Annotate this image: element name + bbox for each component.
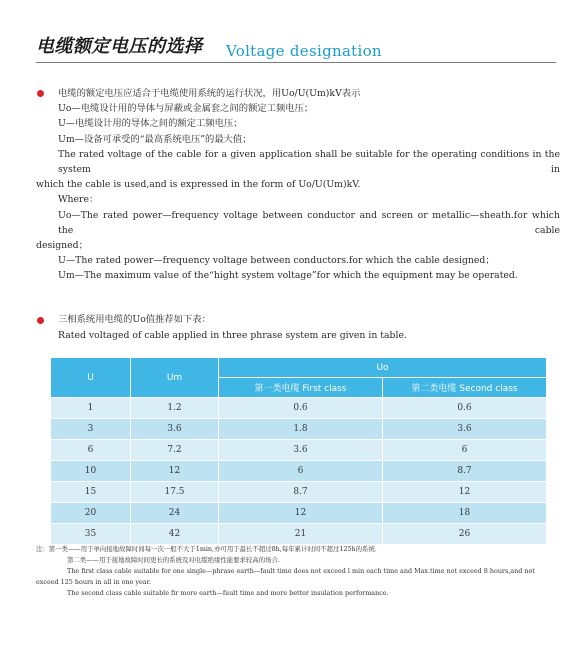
table-heading-en: Rated voltaged of cable applied in three phrase system are given in table. [58,330,407,341]
note-line: 注：第一类——用于单向接地故障时间每一次一般不大于1min,亦可用于最长不超过8h,每年累计时间不超过125h的系统. [36,545,377,553]
note-line: The first class cable suitable for one single—phrase earth—fault time does not exceed l min each time and Max.time not exceed 8 hours,and not [67,567,535,575]
text-line: U—电缆设计用的导体之间的额定工频电压； [58,118,243,130]
cell-u: 15 [51,482,131,503]
table-row [51,419,547,440]
text-line: Uo—The rated power—frequency voltage between conductor and screen or metallic—sheath.for which the cable [58,209,560,236]
title-chinese: 电缆额定电压的选择 [36,36,203,57]
cell-uo-second: 3.6 [383,419,547,440]
header-rule [36,62,556,63]
cell-uo-first: 1.8 [219,419,383,440]
header-u: U [51,358,131,398]
table-row [51,482,547,503]
text-line: Where： [58,194,99,206]
section-table-intro [36,312,560,344]
text-line: 电缆的额定电压应适合于电缆使用系统的运行状况，用Uo/U(Um)kV表示 [58,88,361,99]
cell-um: 24 [131,503,219,524]
cell-uo-second: 0.6 [383,398,547,419]
cell-uo-second: 6 [383,440,547,461]
cell-uo-first: 21 [219,524,383,545]
table-row [51,503,547,524]
text-line: The rated voltage of the cable for a given application shall be suitable for the operating conditions in the system in [58,148,560,176]
table-row [51,398,547,419]
title-english: Voltage designation [226,42,382,60]
cell-uo-second: 26 [383,524,547,545]
cell-um: 1.2 [131,398,219,419]
cell-uo-first: 8.7 [219,482,383,503]
cell-u: 10 [51,461,131,482]
section-voltage-definition [36,86,560,284]
header-uo: Uo [219,358,547,378]
cell-um: 3.6 [131,419,219,440]
header-second-class: 第二类电缆 Second class [383,378,547,398]
note-line: exceed 125 hours in all in one year. [36,578,151,586]
text-line: U—The rated power—frequency voltage between conductors.for which the cable designed； [58,255,495,267]
cell-uo-second: 8.7 [383,461,547,482]
table-heading-cn: 三相系统用电缆的Uo值推荐如下表： [58,314,211,325]
cell-uo-first: 0.6 [219,398,383,419]
cell-uo-second: 18 [383,503,547,524]
cell-um: 17.5 [131,482,219,503]
table-row [51,440,547,461]
note-line: The second class cable suitable fir more earth—fault time and more better insulation performance. [67,589,389,597]
text-line: Um—The maximum value of the“hight system voltage”for which the equipment may be operated. [58,270,518,282]
note-line: 第二类——用于接地故障时间更长的系统及对电缆绝缘性能要求较高的场合. [67,556,280,564]
header-um: Um [131,358,219,398]
cell-u: 1 [51,398,131,419]
header-first-class: 第一类电缆 First class [219,378,383,398]
text-line: Um—设备可承受的“最高系统电压”的最大值； [58,133,252,145]
cell-u: 35 [51,524,131,545]
cell-uo-first: 3.6 [219,440,383,461]
table-row [51,461,547,482]
text-line: Uo—电缆设计用的导体与屏蔽或金属套之间的额定工频电压； [58,103,314,115]
cell-uo-first: 12 [219,503,383,524]
cell-um: 7.2 [131,440,219,461]
voltage-table [50,357,547,545]
cell-um: 12 [131,461,219,482]
cell-um: 42 [131,524,219,545]
page-header [36,30,556,66]
cell-u: 20 [51,503,131,524]
table-row [51,524,547,545]
cell-u: 6 [51,440,131,461]
cell-uo-second: 12 [383,482,547,503]
cell-uo-first: 6 [219,461,383,482]
text-line: designed； [36,240,88,252]
table-notes [36,544,556,599]
cell-u: 3 [51,419,131,440]
text-line: which the cable is used,and is expressed in the form of Uo/U(Um)kV. [36,179,361,191]
